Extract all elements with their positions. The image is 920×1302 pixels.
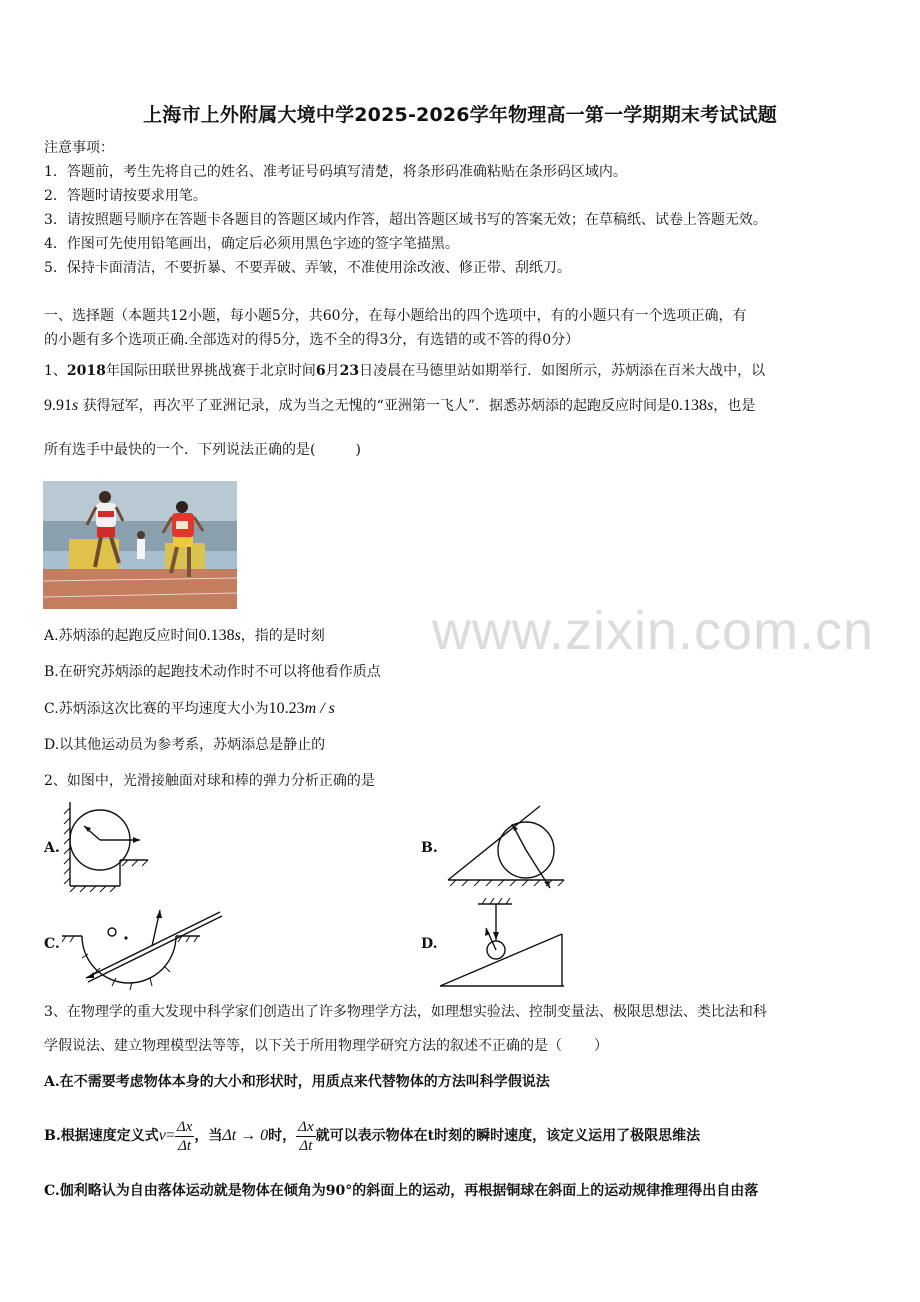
q2-label-b: B.: [421, 840, 438, 856]
notice-heading: 注意事项：: [44, 140, 114, 156]
notice-item: 3．请按照题号顺序在答题卡各题目的答题区域内作答，超出答题区域书写的答案无效；在草稿纸、试卷上答题无效。: [44, 212, 767, 228]
q3-stem-line1: 3、在物理学的重大发现中科学家们创造出了许多物理学方法，如理想实验法、控制变量法、极限思想法、类比法和科: [44, 1004, 767, 1020]
q2-figure-d: [436, 898, 566, 990]
notice-item: 2．答题时请按要求用笔。: [44, 188, 207, 204]
q2-label-a: A.: [44, 840, 60, 856]
section-heading-line2: 的小题有多个选项正确.全部选对的得5分，选不全的得3分，有选错的或不答的得0分）: [44, 332, 580, 348]
q2-label-c: C.: [44, 936, 60, 952]
section-heading-line1: 一、选择题（本题共12小题，每小题5分，共60分，在每小题给出的四个选项中，有的小题只有一个选项正确，有: [44, 308, 747, 324]
q3-option-b: B.根据速度定义式v= $\frac{\Delta x}{\Delta t}$ ，当Δt → 0时， $\frac{\Delta x}{\Delta t}$ 就可以表示物体在t时刻的瞬时速度，该定义运用了极限思维法: [44, 1118, 701, 1154]
q1-option-c: C.苏炳添这次比赛的平均速度大小为10.23m / s: [44, 700, 335, 717]
q3-option-c: C.伽利略认为自由落体运动就是物体在倾角为90°的斜面上的运动，再根据铜球在斜面上的运动规律推理得出自由落: [44, 1183, 759, 1199]
q1-stem-line2: 9.91s 获得冠军，再次平了亚洲记录，成为当之无愧的“亚洲第一飞人”．据悉苏炳添的起跑反应时间是0.138s，也是: [44, 397, 756, 414]
q2-label-d: D.: [421, 936, 438, 952]
page-title: 上海市上外附属大境中学2025-2026学年物理高一第一学期期末考试试题: [143, 104, 777, 126]
notice-item: 5．保持卡面清洁，不要折暴、不要弄破、弄皱，不准使用涂改液、修正带、刮纸刀。: [44, 260, 571, 276]
q2-figure-c: [60, 906, 226, 992]
q2-figure-b: [446, 800, 566, 892]
sprinters-photo: [43, 481, 237, 609]
velocity-fraction: $\frac{\Delta x}{\Delta t}$: [176, 1118, 193, 1154]
q1-option-d: D.以其他运动员为参考系，苏炳添总是静止的: [44, 737, 326, 753]
q2-stem: 2、如图中，光滑接触面对球和棒的弹力分析正确的是: [44, 773, 375, 789]
notice-item: 1．答题前，考生先将自己的姓名、准考证号码填写清楚，将条形码准确粘贴在条形码区域内。: [44, 164, 627, 180]
notice-item: 4．作图可先使用铅笔画出，确定后必须用黑色字迹的签字笔描黑。: [44, 236, 459, 252]
q2-figure-a: [62, 798, 154, 894]
q3-stem-line2: 学假说法、建立物理模型法等等，以下关于所用物理学研究方法的叙述不正确的是（ ）: [44, 1038, 608, 1054]
q1-option-a: A.苏炳添的起跑反应时间0.138s，指的是时刻: [44, 627, 325, 644]
q3-option-a: A.在不需要考虑物体本身的大小和形状时，用质点来代替物体的方法叫科学假说法: [44, 1074, 550, 1090]
q1-stem-line3: 所有选手中最快的一个．下列说法正确的是( ): [44, 442, 361, 458]
q1-stem-line1: 1、2018年国际田联世界挑战赛于北京时间6月23日凌晨在马德里站如期举行．如图所示，苏炳添在百米大战中，以: [44, 363, 766, 379]
q1-option-b: B.在研究苏炳添的起跑技术动作时不可以将他看作质点: [44, 664, 381, 680]
watermark: www.zixin.com.cn: [432, 601, 875, 661]
ratio-fraction: $\frac{\Delta x}{\Delta t}$: [298, 1118, 314, 1154]
